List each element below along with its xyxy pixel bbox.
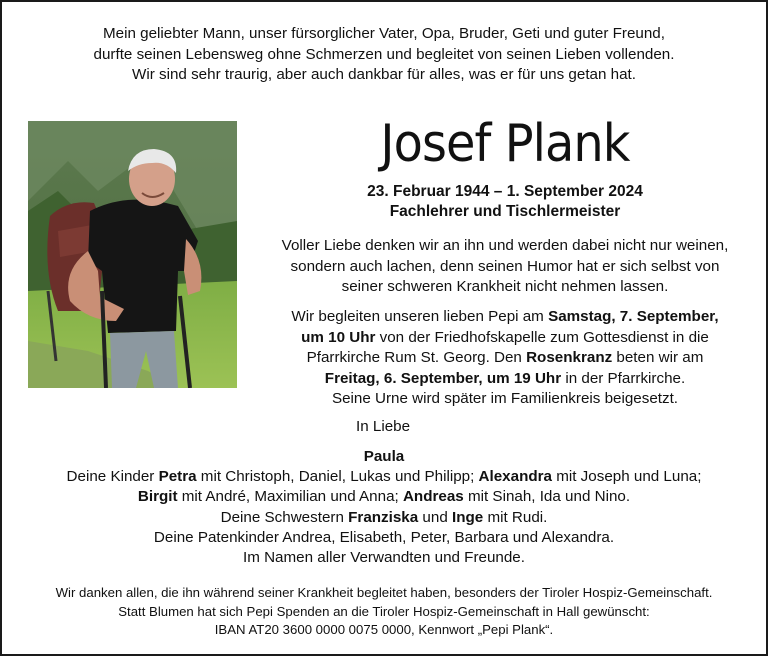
iban-line: IBAN AT20 3600 0000 0075 0000, Kennwort „Pepi Plank“.	[214, 622, 554, 637]
funeral-details: Wir begleiten unseren lieben Pepi am Samstag, 7. September, um 10 Uhr von der Friedhofskapelle zum Gottesdienst in die Pfarrkirche Rum St. Georg. Den Rosenkranz beten wir am Freitag, 6. September, um 19 Uhr in der Pfarrkirche. Seine Urne wird später im Familienkreis beigesetzt.	[291, 308, 719, 407]
life-dates: 23. Februar 1944 – 1. September 2024 Fachlehrer und Tischlermeister	[250, 182, 760, 222]
deceased-name: Josef Plank	[380, 114, 630, 174]
portrait-photo	[28, 121, 237, 388]
wife-name: Paula	[363, 448, 405, 465]
profession: Fachlehrer und Tischlermeister	[389, 203, 621, 220]
family-list: Paula Deine Kinder Petra mit Christoph, Daniel, Lukas und Philipp; Alexandra mit Joseph und Luna; Birgit mit André, Maximilian und Anna; Andreas mit Sinah, Ida und Nino. Deine Schwestern Franziska und Inge mit Rudi. Deine Patenkinder Andrea, Elisabeth, Peter, Barbara und Alexandra. Im Namen aller Verwandten und Freunde.	[66, 448, 702, 567]
closing-phrase: In Liebe	[356, 418, 411, 435]
thanks-and-donation: Wir danken allen, die ihn während seiner Krankheit begleitet haben, besonders der Tiroler Hospiz-Gemeinschaft. Statt Blumen hat sich Pepi Spenden an die Tiroler Hospiz-Gemeinschaft in Hall gewünscht: IBAN AT20 3600 0000 0075 0000, Kennwort „Pepi Plank“.	[14, 584, 754, 640]
intro-text: Mein geliebter Mann, unser fürsorglicher Vater, Opa, Bruder, Geti und guter Freund, durfte seinen Lebensweg ohne Schmerzen und begleitet von seinen Lieben vollenden. Wir sind sehr traurig, aber auch dankbar für alles, was er für uns getan hat.	[93, 25, 675, 83]
memory-text: Voller Liebe denken wir an ihn und werden dabei nicht nur weinen, sondern auch lachen, denn seinen Humor hat er sich selbst von seiner schweren Krankheit nicht nehmen lassen.	[281, 237, 729, 295]
